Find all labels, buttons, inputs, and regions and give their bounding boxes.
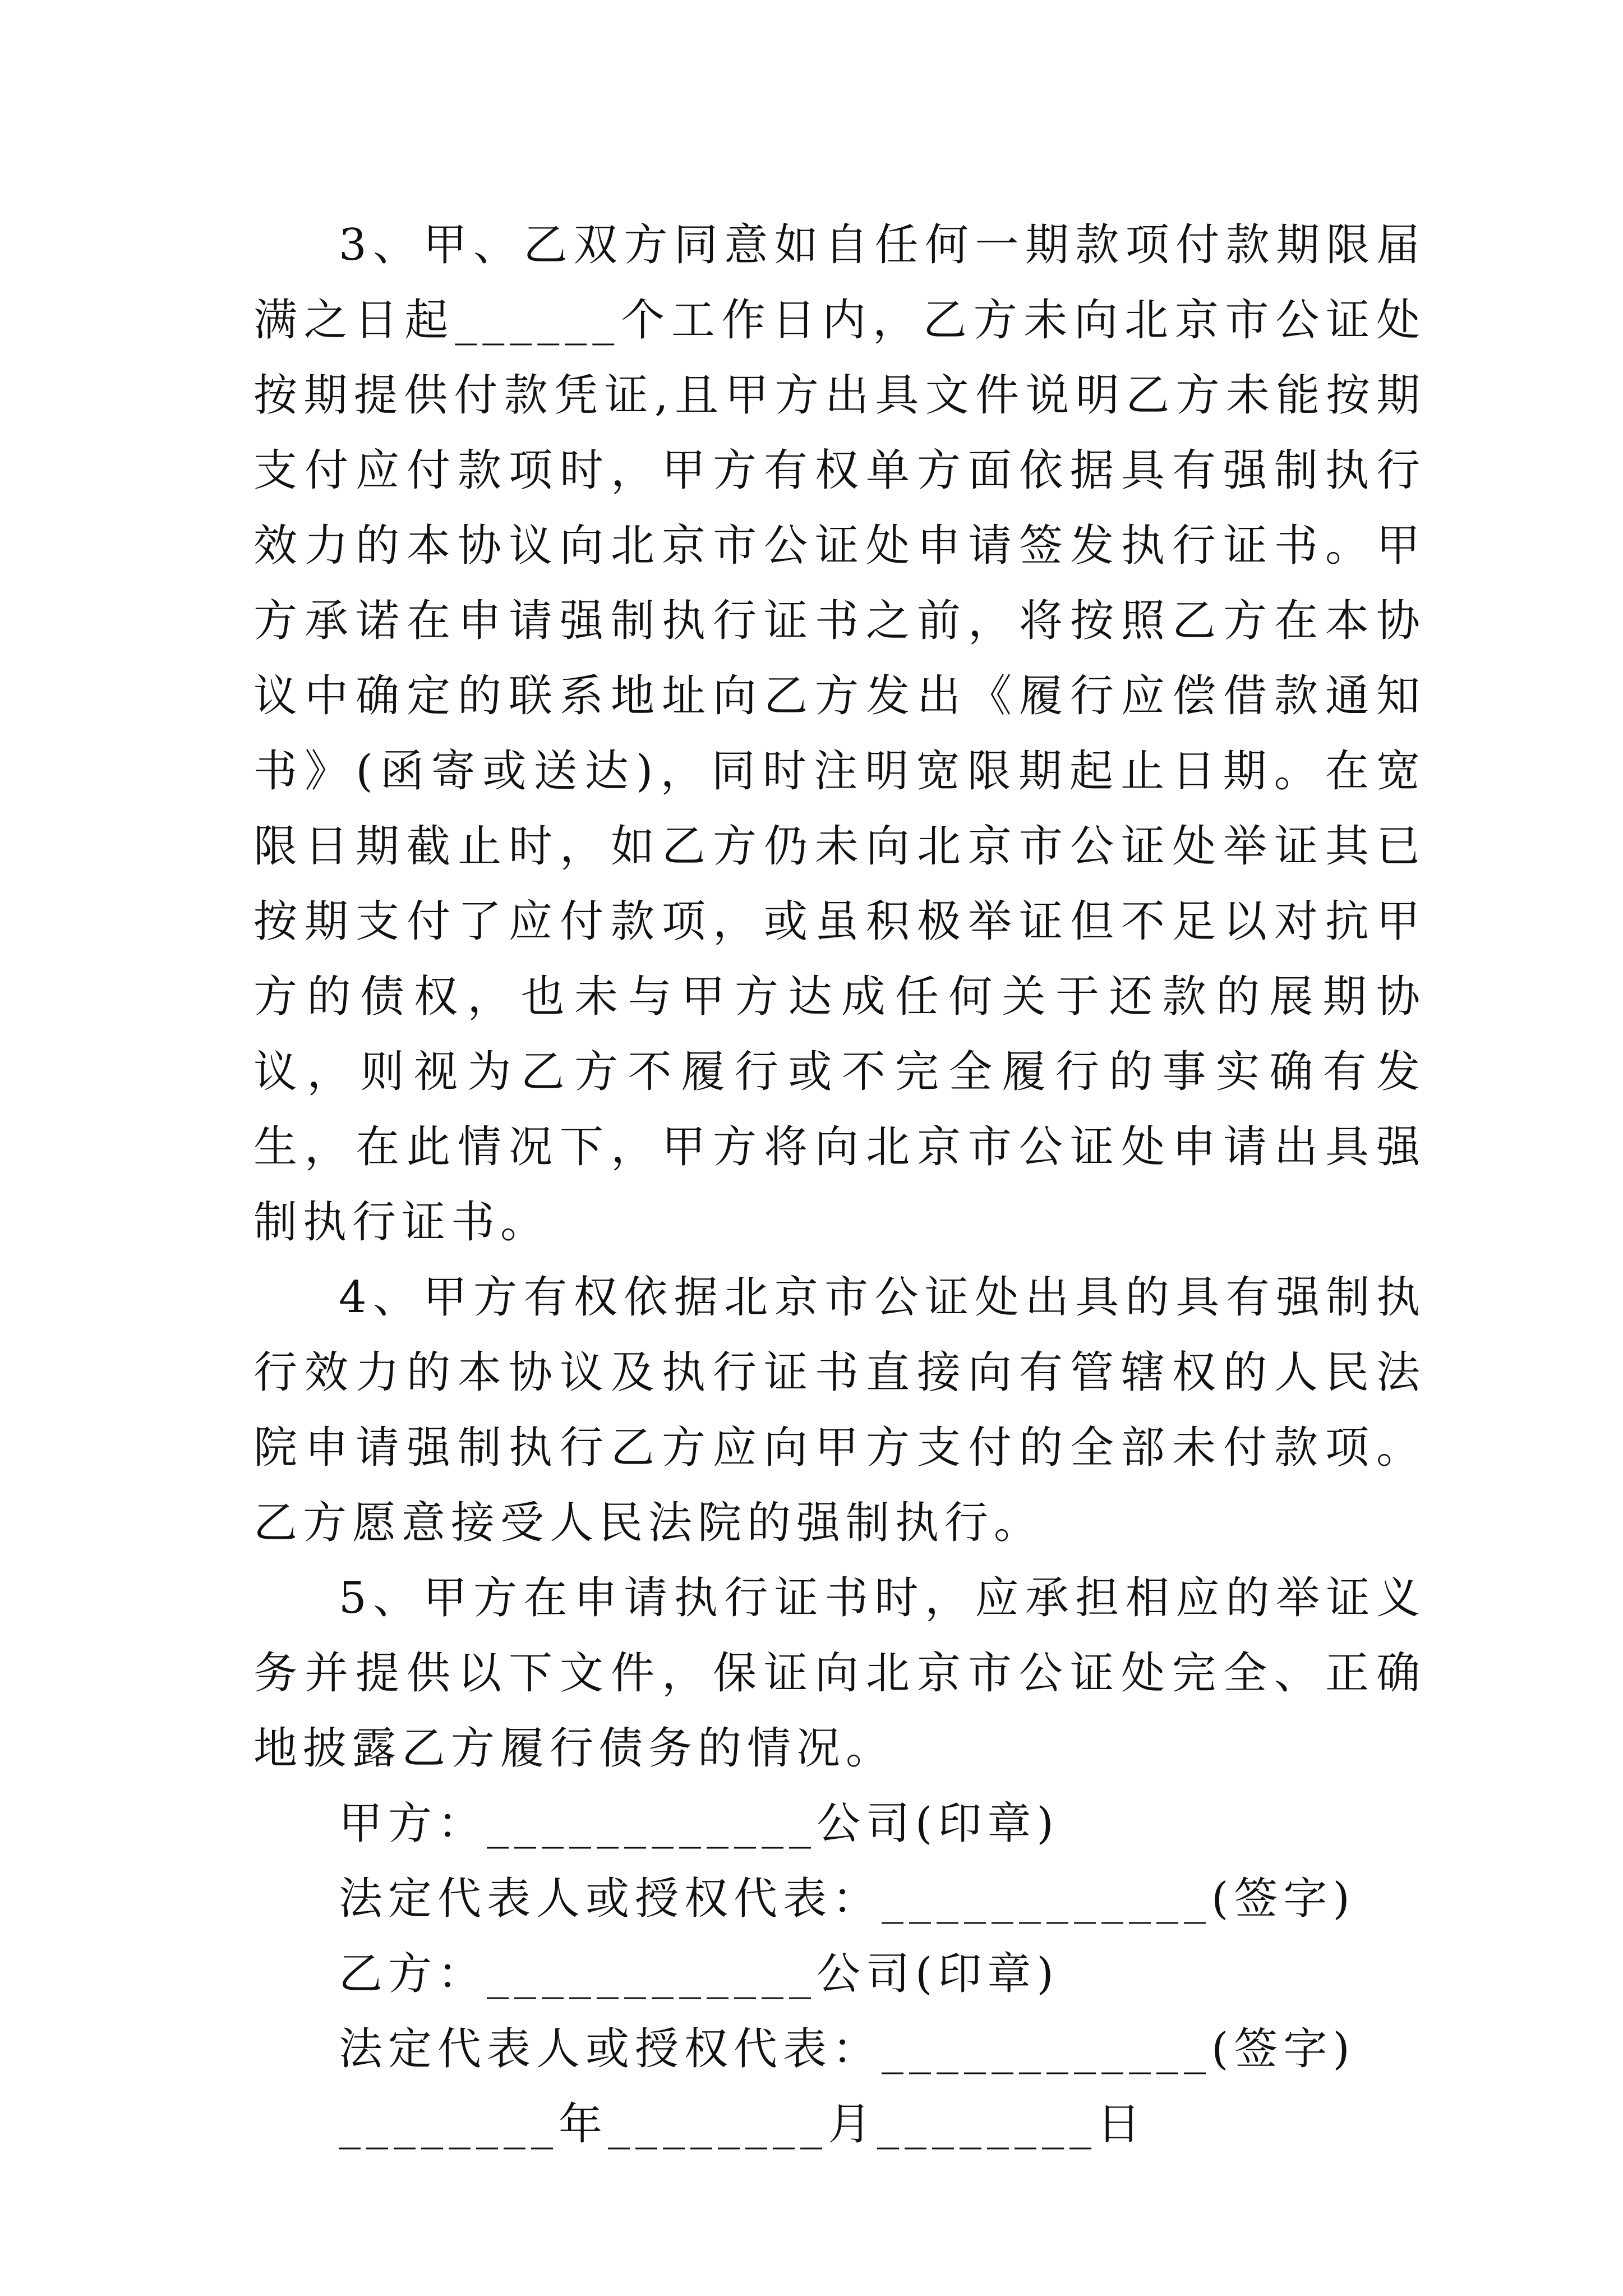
signature-block [253, 1786, 1426, 2162]
clause-4-paragraph: 4、甲方有权依据北京市公证处出具的具有强制执行效力的本协议及执行证书直接向有管辖权的人民法院申请强制执行乙方应向甲方支付的全部未付款项。乙方愿意接受人民法院的强制执行。 [253, 1272, 1426, 1548]
party-b-company-line: 乙方：____________公司(印章) [339, 1949, 1059, 1999]
date-line: ________年________月________日 [339, 2099, 1147, 2150]
party-b-representative-line: 法定代表人或授权代表：____________(签字) [339, 2024, 1355, 2074]
clause-5-paragraph: 5、甲方在申请执行证书时，应承担相应的举证义务并提供以下文件，保证向北京市公证处完全、正确地披露乙方履行债务的情况。 [253, 1573, 1426, 1774]
clause-3-paragraph: 3、甲、乙双方同意如自任何一期款项付款期限届满之日起______个工作日内，乙方未向北京市公证处按期提供付款凭证,且甲方出具文件说明乙方未能按期支付应付款项时，甲方有权单方面依据具有强制执行效力的本协议向北京市公证处申请签发执行证书。甲方承诺在申请强制执行证书之前，将按照乙方在本协议中确定的联系地址向乙方发出《履行应偿借款通知书》(函寄或送达)，同时注明宽限期起止日期。在宽限日期截止时，如乙方仍未向北京市公证处举证其已按期支付了应付款项，或虽积极举证但不足以对抗甲方的债权，也未与甲方达成任何关于还款的展期协议，则视为乙方不履行或不完全履行的事实确有发生，在此情况下，甲方将向北京市公证处申请出具强制执行证书。 [253, 220, 1426, 1248]
document-body [253, 208, 1426, 2162]
party-a-representative-line: 法定代表人或授权代表：____________(签字) [339, 1874, 1355, 1924]
party-a-company-line: 甲方：____________公司(印章) [339, 1798, 1059, 1849]
